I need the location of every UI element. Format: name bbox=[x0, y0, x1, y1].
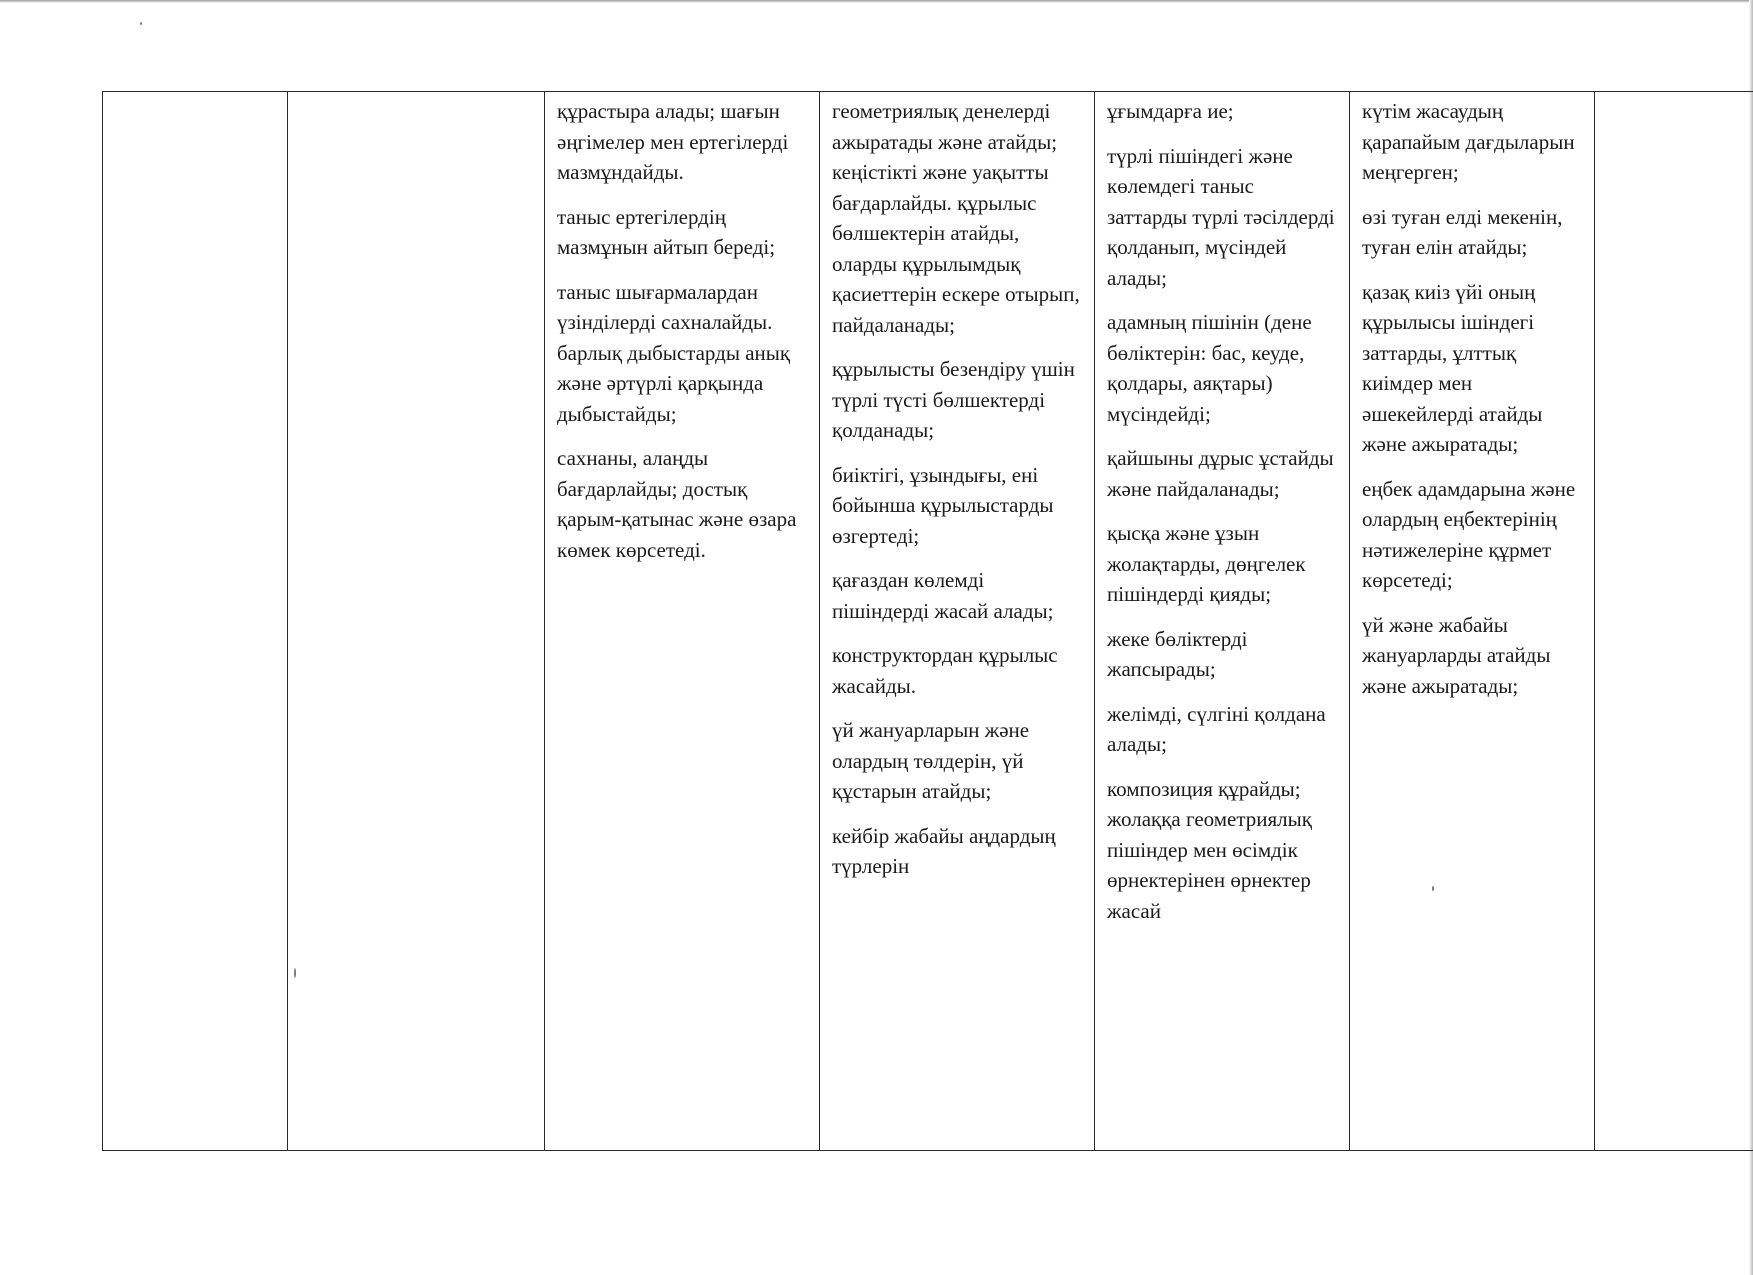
table-cell-6 bbox=[1350, 92, 1595, 1151]
cell-paragraph: конструктордан құрылыс жасайды. bbox=[832, 643, 1058, 698]
cell-paragraph: адамның пішінін (дене бөліктерін: бас, кеуде, қолдары, аяқтары) мүсіндейді; bbox=[1107, 310, 1312, 426]
cell-paragraph: қазақ киіз үйі оның құрылысы ішіндегі заттарды, ұлттық киімдер мен әшекейлерді атайды және ажыратады; bbox=[1362, 279, 1543, 456]
cell-paragraph: ұғымдарға ие; bbox=[1107, 99, 1234, 123]
cell-paragraph: қағаздан көлемді пішіндерді жасай алады; bbox=[832, 568, 1054, 623]
scan-speck bbox=[140, 22, 142, 25]
cell-paragraph: үй жануарларын және олардың төлдерін, үй құстарын атайды; bbox=[832, 718, 1030, 803]
scan-edge-top bbox=[0, 0, 1753, 3]
table-cell-4 bbox=[820, 92, 1095, 1151]
cell-paragraph: өзі туған елді мекенін, туған елін атайды; bbox=[1362, 204, 1563, 259]
cell-paragraph: үй және жабайы жануарларды атайды және ажыратады; bbox=[1362, 612, 1551, 698]
cell-paragraph: түрлі пішіндегі және көлемдегі таныс заттарды түрлі тәсілдерді қолданып, мүсіндей алады; bbox=[1107, 143, 1335, 290]
cell-paragraph: сахнаны, алаңды бағдарлайды; достық қарым-қатынас және өзара көмек көрсетеді. bbox=[557, 446, 797, 562]
table-cell-1 bbox=[103, 92, 288, 1151]
cell-paragraph: кейбір жабайы аңдардың түрлерін bbox=[832, 823, 1056, 878]
cell-paragraph: еңбек адамдарына және олардың еңбектерінің нәтижелеріне құрмет көрсетеді; bbox=[1362, 476, 1576, 592]
cell-paragraph: композиция құрайды; жолаққа геометриялық пішіндер мен өсімдік өрнектерінен өрнектер жасай bbox=[1107, 776, 1312, 923]
table-cell-7 bbox=[1595, 92, 1753, 1151]
cell-paragraph: қайшыны дұрыс ұстайды және пайдаланады; bbox=[1107, 446, 1334, 501]
cell-paragraph: жеке бөліктерді жапсырады; bbox=[1107, 626, 1248, 681]
table-cell-3 bbox=[545, 92, 820, 1151]
cell-paragraph: геометриялық денелерді ажыратады және атайды; кеңістікті және уақытты бағдарлайды. құрылыс бөлшектерін атайды, оларды құрылымдық қасиеттерін ескере отырып, пайдаланады; bbox=[832, 99, 1080, 337]
curriculum-table bbox=[102, 91, 1753, 1151]
cell-paragraph: таныс ертегілердің мазмұнын айтып береді; bbox=[557, 204, 776, 259]
cell-paragraph: қысқа және ұзын жолақтарды, дөңгелек пішіндерді қияды; bbox=[1107, 521, 1306, 606]
table-row bbox=[103, 92, 1753, 1151]
cell-paragraph: биіктігі, ұзындығы, ені бойынша құрылыстарды өзгертеді; bbox=[832, 462, 1054, 548]
table-cell-2 bbox=[288, 92, 545, 1151]
cell-paragraph: құрылысты безендіру үшін түрлі түсті бөлшектерді қолданады; bbox=[832, 357, 1075, 442]
cell-paragraph: күтім жасаудың қарапайым дағдыларын меңгерген; bbox=[1362, 99, 1575, 184]
cell-paragraph: құрастыра алады; шағын әңгімелер мен ертегілерді мазмұндайды. bbox=[557, 99, 789, 184]
cell-paragraph: желімді, сүлгіні қолдана алады; bbox=[1107, 701, 1326, 756]
cell-paragraph: таныс шығармалардан үзінділерді сахналайды. барлық дыбыстарды анық және әртүрлі қарқында дыбыстайды; bbox=[557, 279, 791, 426]
table-cell-5 bbox=[1095, 92, 1350, 1151]
